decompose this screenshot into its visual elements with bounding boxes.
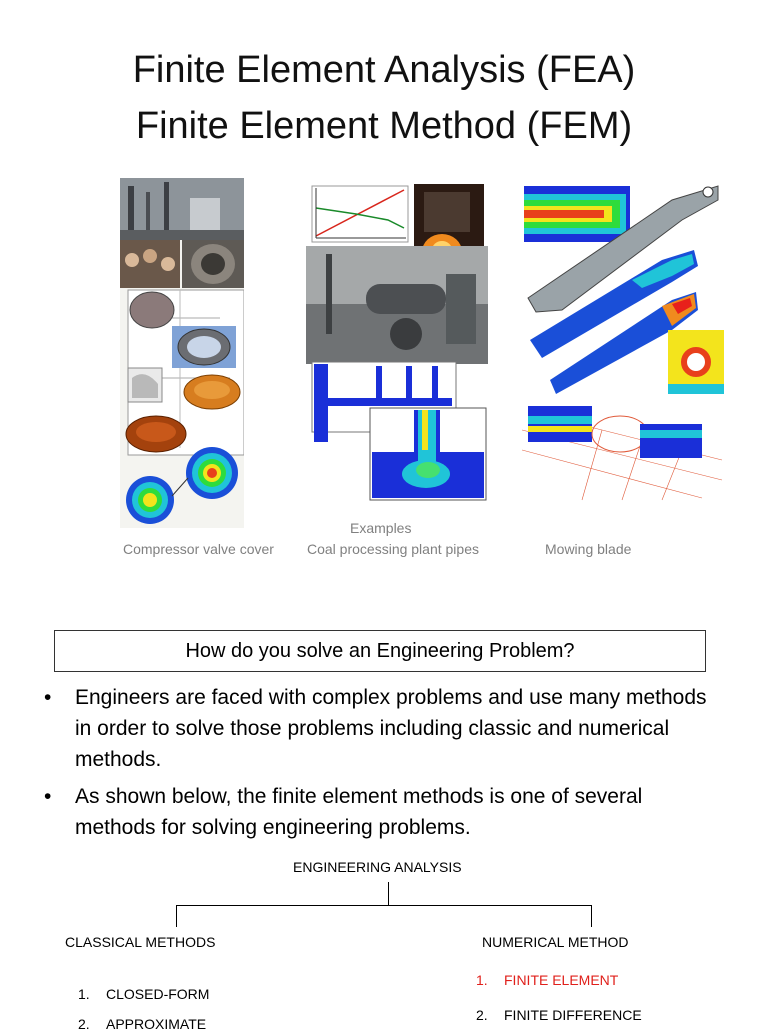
classical-item-closed-form [78,986,209,1002]
title-line-2: Finite Element Method (FEM) [135,105,633,147]
list-text: CLOSED-FORM [106,986,210,1002]
tree-connector-right [591,905,592,927]
coal-plant-pipes-figure [306,184,488,502]
tree-connector-vertical [388,882,389,906]
list-number: 2. [476,1007,488,1023]
list-text: FINITE DIFFERENCE [504,1007,642,1023]
bullet-text: Engineers are faced with complex problems and use many methods in order to solve those problems including classic and numerical methods. [75,686,707,771]
bullet-marker: • [44,686,52,709]
caption-compressor-valve-cover: Compressor valve cover [123,541,274,557]
list-number: 1. [78,986,90,1002]
caption-mowing-blade: Mowing blade [545,541,632,557]
list-number: 2. [78,1016,90,1032]
list-text: APPROXIMATE [106,1016,207,1032]
examples-label: Examples [350,520,412,536]
list-text: FINITE ELEMENT [504,972,619,988]
numerical-method-label: NUMERICAL METHOD [482,934,629,950]
bullet-item [44,682,724,775]
tree-root-label: ENGINEERING ANALYSIS [293,859,462,875]
bullet-list [44,682,724,849]
classical-item-approximate [78,1016,206,1032]
bullet-item [44,781,724,843]
bullet-marker: • [44,785,52,808]
mowing-blade-figure [522,180,724,502]
bullet-text: As shown below, the finite element methods is one of several methods for solving engineering problems. [75,785,643,839]
title-line-1: Finite Element Analysis (FEA) [132,49,636,91]
caption-coal-processing-plant-pipes: Coal processing plant pipes [307,541,479,557]
numerical-item-finite-difference [476,1007,642,1023]
numerical-item-finite-element [476,972,618,988]
tree-connector-horizontal [176,905,592,906]
question-box [54,630,706,672]
compressor-valve-figure [120,178,244,528]
list-number: 1. [476,972,488,988]
question-text: How do you solve an Engineering Problem? [185,639,575,662]
tree-connector-left [176,905,177,927]
classical-methods-label: CLASSICAL METHODS [65,934,216,950]
